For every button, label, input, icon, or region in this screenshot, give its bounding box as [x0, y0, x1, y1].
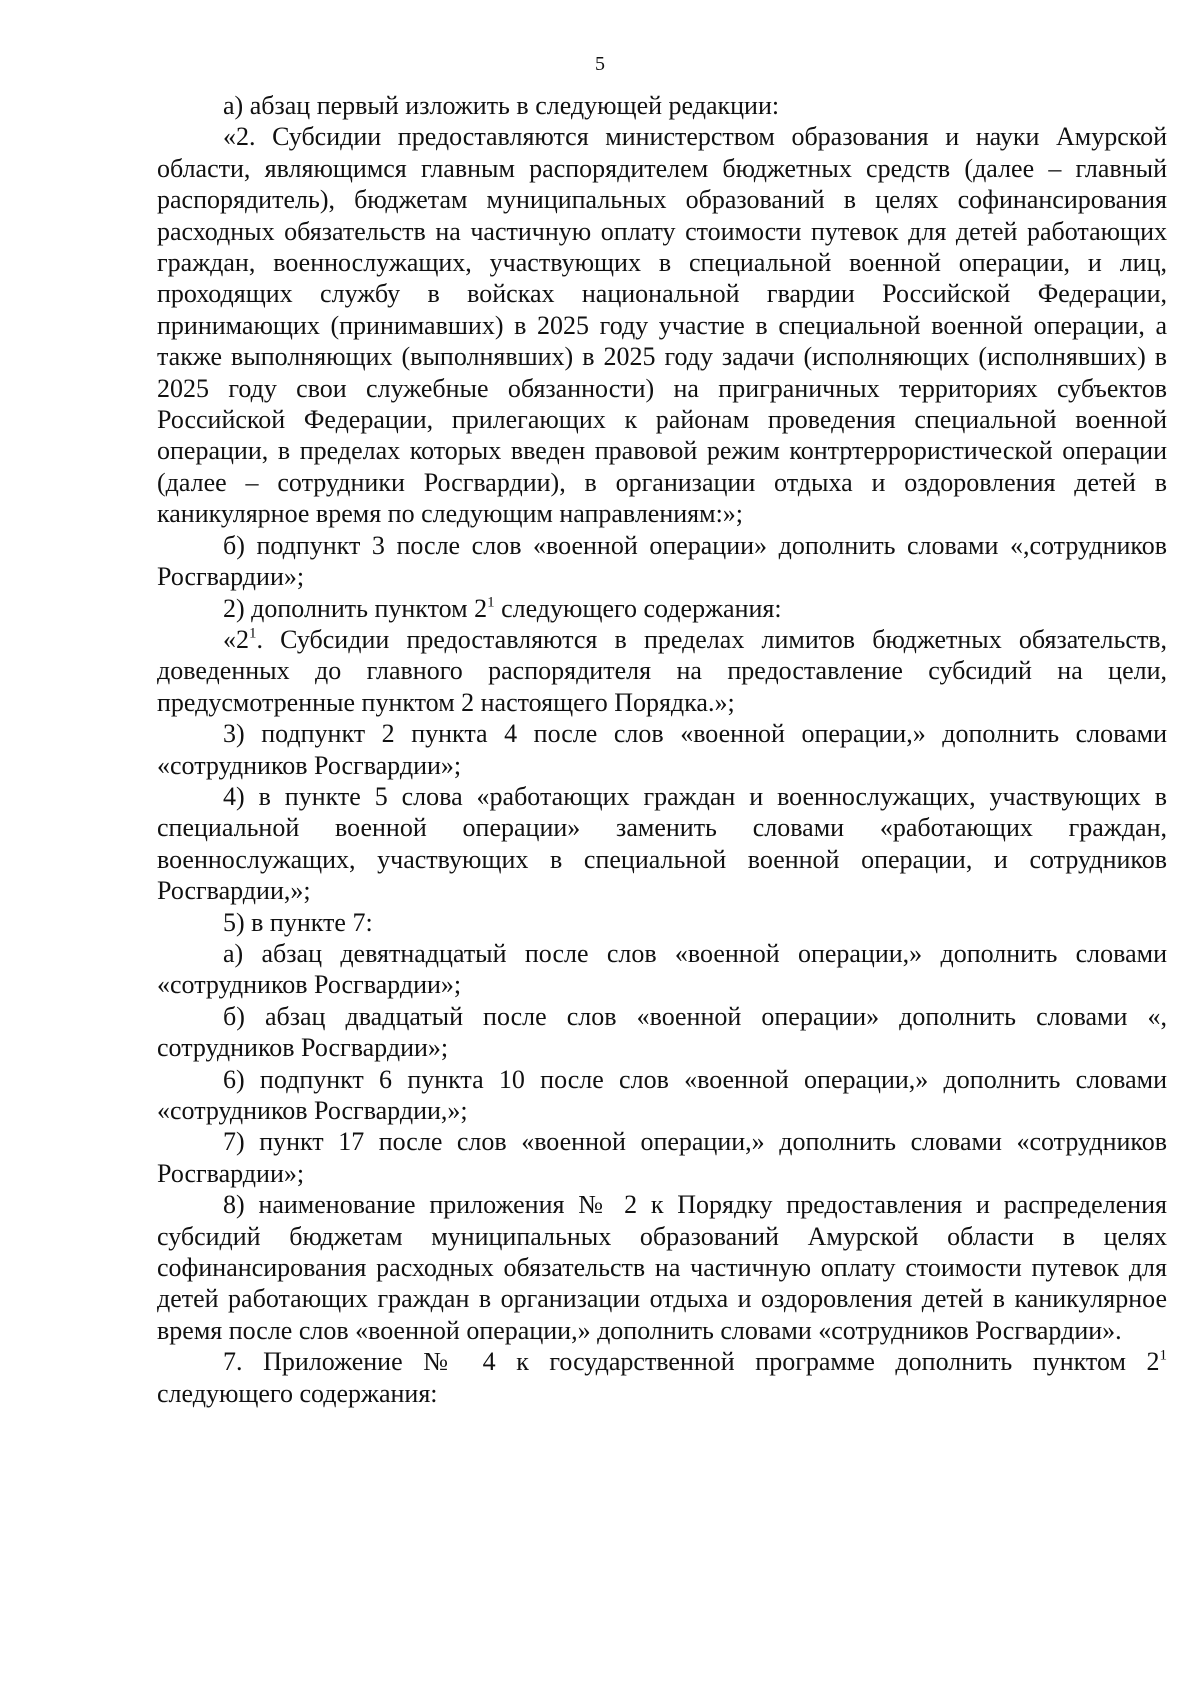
superscript-index: 1	[1159, 1347, 1167, 1364]
paragraph-8-annex-2-title: 8) наименование приложения № 2 к Порядку предоставления и распределения субсидий бюджетам муниципальных образований Амурской области в целях софинансирования расходных обязательств на частичную оплату стоимости путевок для детей работающих граждан в организации отдыха и оздоровления детей в каникулярное время после слов «военной операции,» дополнить словами «сотрудников Росгвардии».	[157, 1190, 1167, 1345]
paragraph-3-subpoint-2: 3) подпункт 2 пункта 4 после слов «военной операции,» дополнить словами «сотрудников Росгвардии»;	[157, 719, 1167, 780]
paragraph-text-end: . Субсидии предоставляются в пределах лимитов бюджетных обязательств, доведенных до главного распорядителя на предоставление субсидий на цели, предусмотренные пунктом 2 настоящего Порядка.»;	[157, 624, 1167, 717]
paragraph-text-start: «2	[223, 624, 249, 654]
paragraph-7-annex-4	[157, 1346, 1167, 1409]
paragraph-5-point-7: 5) в пункте 7:	[223, 907, 373, 937]
paragraph-subsidies-clause-2: «2. Субсидии предоставляются министерством образования и науки Амурской области, являющимся главным распорядителем бюджетных средств (далее – главный распорядитель), бюджетам муниципальных образований в целях софинансирования расходных обязательств на частичную оплату стоимости путевок для детей работающих граждан, военнослужащих, участвующих в специальной военной операции, и лиц, проходящих службу в войсках национальной гвардии Российской Федерации, принимающих (принимавших) в 2025 году участие в специальной военной операции, а также выполняющих (выполнявших) в 2025 году задачи (исполняющих (исполнявших) в 2025 году свои служебные обязанности) на приграничных территориях субъектов Российской Федерации, прилегающих к районам проведения специальной военной операции, в пределах которых введен правовой режим контртеррористической операции (далее – сотрудники Росгвардии), в организации отдыха и оздоровления детей в каникулярное время по следующим направлениям:»;	[157, 122, 1167, 529]
paragraph-a-first-abzac: а) абзац первый изложить в следующей редакции:	[223, 91, 780, 120]
paragraph-2-add-point	[157, 593, 1167, 624]
paragraph-6-point-10: 6) подпункт 6 пункта 10 после слов «военной операции,» дополнить словами «сотрудников Росгвардии,»;	[157, 1064, 1167, 1125]
superscript-index: 1	[249, 625, 257, 642]
document-body	[157, 90, 1167, 1409]
paragraph-text-start: 7. Приложение № 4 к государственной программе дополнить пунктом 2	[223, 1347, 1160, 1377]
paragraph-clause-2-1	[157, 624, 1167, 718]
paragraph-7-point-17: 7) пункт 17 после слов «военной операции,» дополнить словами «сотрудников Росгвардии»;	[157, 1127, 1167, 1188]
page-number: 5	[595, 53, 605, 75]
paragraph-text-start: 2) дополнить пунктом 2	[223, 593, 488, 623]
superscript-index: 1	[487, 594, 495, 610]
paragraph-b-abzac-20: б) абзац двадцатый после слов «военной операции» дополнить словами «, сотрудников Росгвардии»;	[157, 1001, 1167, 1063]
paragraph-b-subpoint-3: б) подпункт 3 после слов «военной операции» дополнить словами «,сотрудников Росгвардии»;	[157, 530, 1167, 592]
paragraph-text-end: следующего содержания:	[157, 1378, 438, 1408]
paragraph-4-point-5: 4) в пункте 5 слова «работающих граждан и военнослужащих, участвующих в специальной военной операции» заменить словами «работающих граждан, военнослужащих, участвующих в специальной военной операции, и сотрудников Росгвардии,»;	[157, 781, 1167, 906]
paragraph-a-abzac-19: а) абзац девятнадцатый после слов «военной операции,» дополнить словами «сотрудников Росгвардии»;	[157, 938, 1167, 1000]
paragraph-text-end: следующего содержания:	[494, 593, 782, 623]
